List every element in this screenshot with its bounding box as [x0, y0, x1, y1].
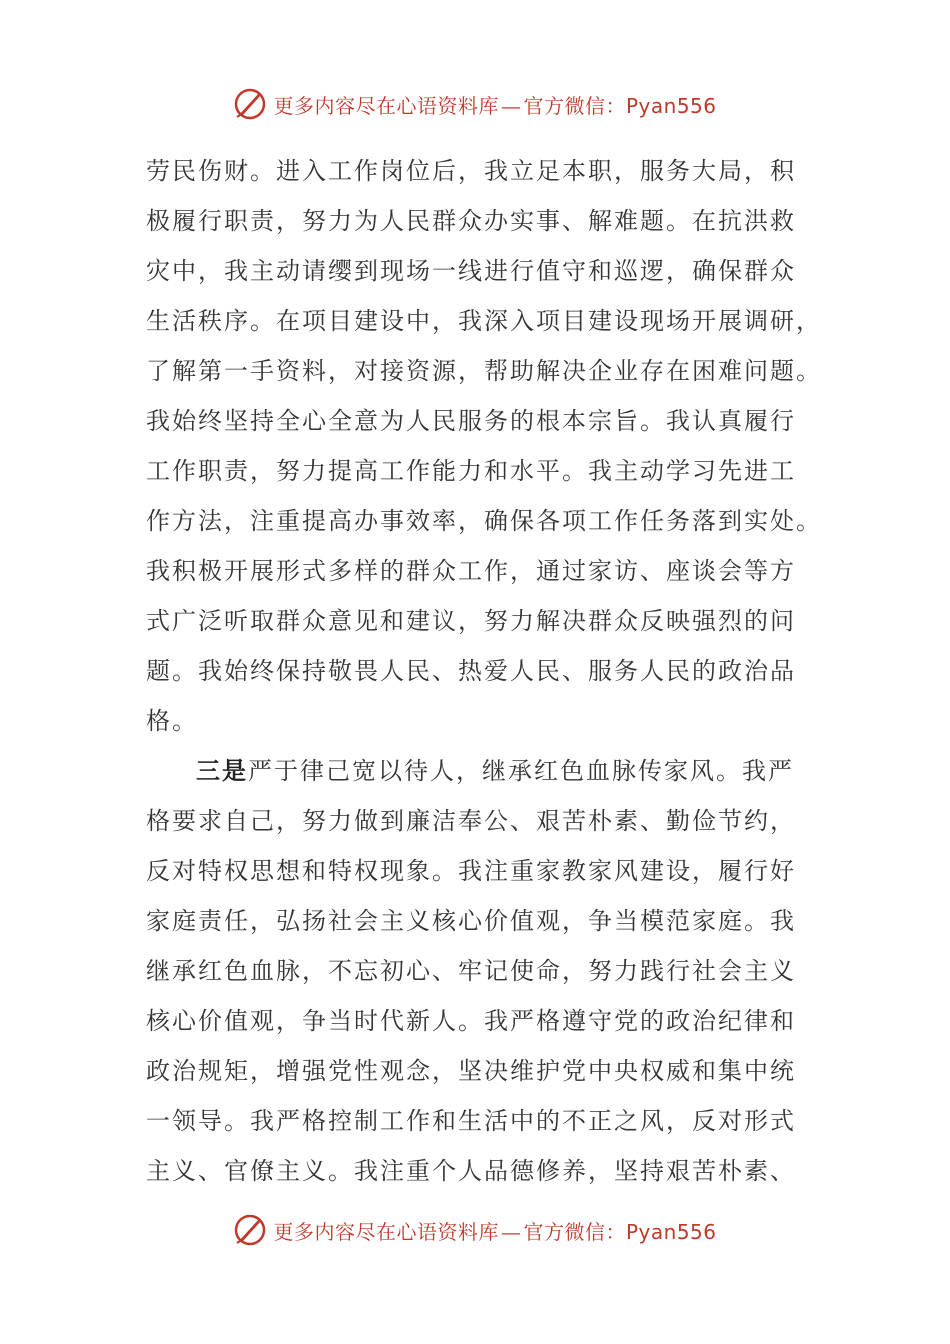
- footer-banner: [0, 1210, 950, 1250]
- body-line: 题。我始终保持敬畏人民、热爱人民、服务人民的政治品: [146, 657, 796, 685]
- body-line: 核心价值观，争当时代新人。我严格遵守党的政治纪律和: [146, 1007, 796, 1035]
- quill-logo-icon: [233, 87, 267, 121]
- body-line: 工作职责，努力提高工作能力和水平。我主动学习先进工: [146, 457, 796, 485]
- body-line: 继承红色血脉，不忘初心、牢记使命，努力践行社会主义: [146, 957, 796, 985]
- body-line: 式广泛听取群众意见和建议，努力解决群众反映强烈的问: [146, 607, 796, 635]
- section3-lead: 三是: [196, 756, 248, 785]
- body-line: 作方法，注重提高办事效率，确保各项工作任务落到实处。: [146, 507, 822, 535]
- footer-text: [273, 1216, 716, 1245]
- footer-site: 更多内容尽在心语资料库: [273, 1219, 499, 1244]
- footer-wechat-label: 官方微信：: [523, 1219, 626, 1244]
- header-text: [273, 90, 716, 119]
- header-wechat-id: Pyan556: [625, 93, 717, 118]
- body-line: 格要求自己，努力做到廉洁奉公、艰苦朴素、勤俭节约，: [146, 807, 796, 835]
- document-body: [146, 146, 822, 1196]
- header-site: 更多内容尽在心语资料库: [273, 93, 499, 118]
- quill-logo-icon: [233, 1213, 267, 1247]
- body-line: 一领导。我严格控制工作和生活中的不正之风，反对形式: [146, 1107, 796, 1135]
- body-line: 灾中，我主动请缨到现场一线进行值守和巡逻，确保群众: [146, 257, 796, 285]
- header-separator: —: [500, 93, 522, 118]
- body-line: 极履行职责，努力为人民群众办实事、解难题。在抗洪救: [146, 207, 796, 235]
- body-line: 家庭责任，弘扬社会主义核心价值观，争当模范家庭。我: [146, 907, 796, 935]
- body-line: 格。: [146, 707, 198, 735]
- body-line: 劳民伤财。进入工作岗位后，我立足本职，服务大局，积: [146, 157, 796, 185]
- body-line: 我始终坚持全心全意为人民服务的根本宗旨。我认真履行: [146, 407, 796, 435]
- footer-wechat-id: Pyan556: [625, 1219, 717, 1244]
- body-line: 我积极开展形式多样的群众工作，通过家访、座谈会等方: [146, 557, 796, 585]
- section3-first-text: 严于律己宽以待人，继承红色血脉传家风。我严: [248, 757, 794, 785]
- body-line: 主义、官僚主义。我注重个人品德修养，坚持艰苦朴素、: [146, 1157, 796, 1185]
- body-line: 政治规矩，增强党性观念，坚决维护党中央权威和集中统: [146, 1057, 796, 1085]
- body-line: 了解第一手资料，对接资源，帮助解决企业存在困难问题。: [146, 357, 822, 385]
- footer-separator: —: [500, 1219, 522, 1244]
- header-banner: [0, 84, 950, 124]
- body-line: 反对特权思想和特权现象。我注重家教家风建设，履行好: [146, 857, 796, 885]
- section3-first-line: [146, 746, 796, 796]
- header-wechat-label: 官方微信：: [523, 93, 626, 118]
- body-line: 生活秩序。在项目建设中，我深入项目建设现场开展调研，: [146, 307, 822, 335]
